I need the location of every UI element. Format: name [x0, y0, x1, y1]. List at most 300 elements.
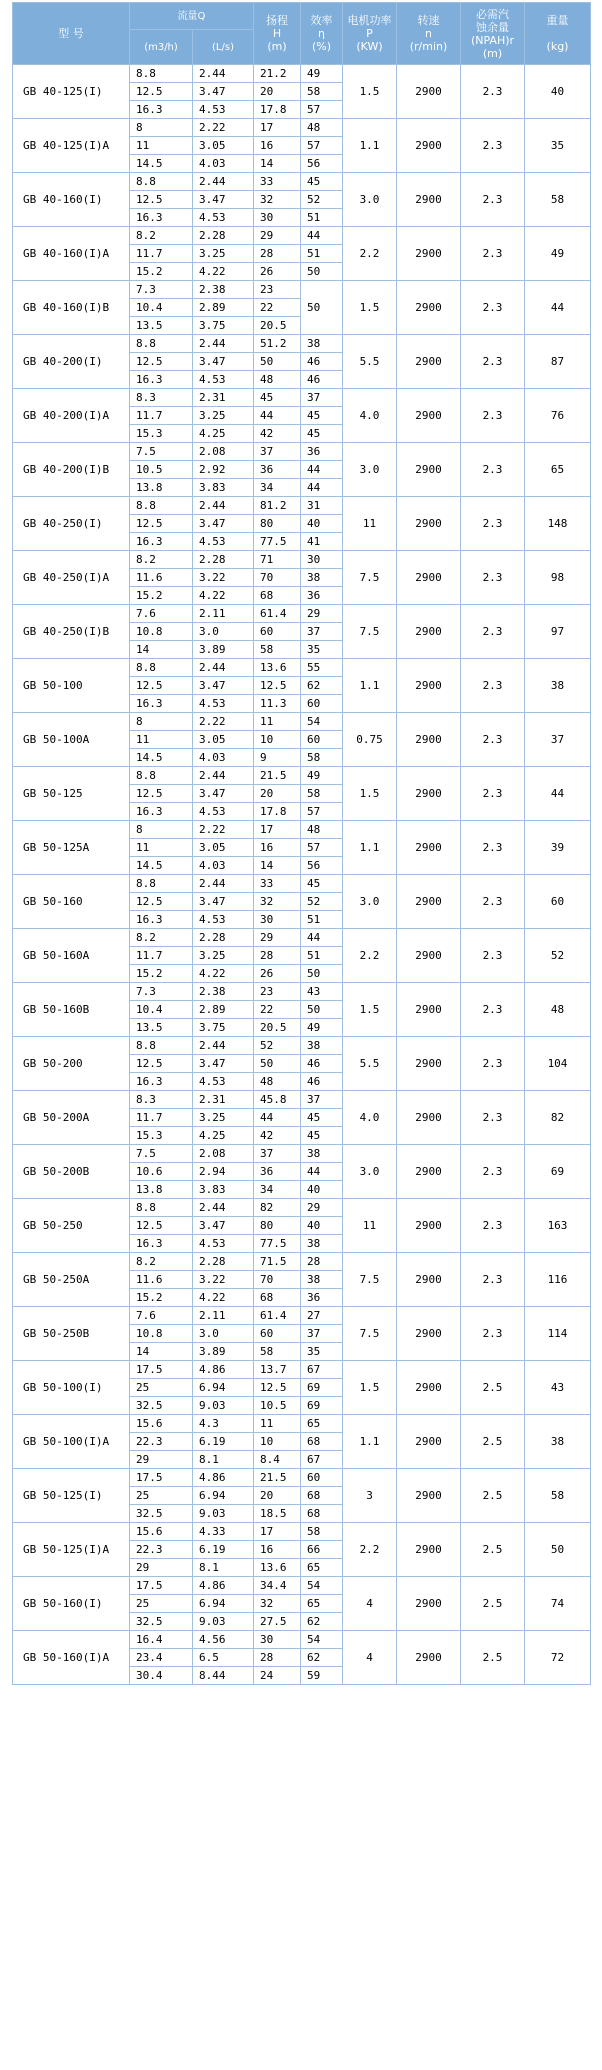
efficiency-cell: 58: [301, 1523, 343, 1541]
npsh-cell: 2.3: [461, 1091, 525, 1145]
efficiency-cell: 36: [301, 1289, 343, 1307]
flow-ls-cell: 4.22: [193, 965, 254, 983]
power-cell: 3.0: [343, 173, 397, 227]
efficiency-cell: 52: [301, 191, 343, 209]
flow-ls-cell: 6.94: [193, 1595, 254, 1613]
flow-m3h-cell: 11.7: [130, 407, 193, 425]
efficiency-cell: 52: [301, 893, 343, 911]
flow-m3h-cell: 12.5: [130, 677, 193, 695]
table-row: [13, 281, 591, 299]
flow-ls-cell: 8.1: [193, 1451, 254, 1469]
head-cell: 50: [254, 353, 301, 371]
flow-m3h-cell: 15.3: [130, 1127, 193, 1145]
flow-m3h-cell: 22.3: [130, 1541, 193, 1559]
model-cell: GB 40-250(I): [13, 497, 130, 551]
flow-ls-cell: 4.22: [193, 587, 254, 605]
model-cell: GB 50-100: [13, 659, 130, 713]
table-row: [13, 1091, 591, 1109]
model-cell: GB 50-160(I)A: [13, 1631, 130, 1685]
efficiency-cell: 69: [301, 1379, 343, 1397]
head-cell: 77.5: [254, 533, 301, 551]
table-row: [13, 659, 591, 677]
flow-m3h-cell: 13.8: [130, 479, 193, 497]
head-cell: 17: [254, 1523, 301, 1541]
power-cell: 7.5: [343, 1253, 397, 1307]
flow-ls-cell: 4.53: [193, 533, 254, 551]
efficiency-cell: 65: [301, 1559, 343, 1577]
efficiency-cell: 69: [301, 1397, 343, 1415]
power-header: 电机功率 P (KW): [343, 3, 397, 65]
weight-cell: 44: [525, 281, 591, 335]
speed-cell: 2900: [397, 821, 461, 875]
efficiency-cell: 45: [301, 425, 343, 443]
efficiency-cell: 38: [301, 1037, 343, 1055]
head-cell: 21.5: [254, 1469, 301, 1487]
model-cell: GB 50-125(I): [13, 1469, 130, 1523]
efficiency-cell: 45: [301, 173, 343, 191]
weight-cell: 43: [525, 1361, 591, 1415]
npsh-cell: 2.3: [461, 983, 525, 1037]
flow-ls-cell: 3.22: [193, 1271, 254, 1289]
model-cell: GB 50-200A: [13, 1091, 130, 1145]
head-cell: 16: [254, 1541, 301, 1559]
npsh-cell: 2.5: [461, 1415, 525, 1469]
table-row: [13, 713, 591, 731]
flow-m3h-cell: 8.2: [130, 1253, 193, 1271]
efficiency-cell: 57: [301, 839, 343, 857]
head-cell: 71.5: [254, 1253, 301, 1271]
head-cell: 21.5: [254, 767, 301, 785]
flow-ls-cell: 2.44: [193, 497, 254, 515]
head-cell: 48: [254, 371, 301, 389]
speed-cell: 2900: [397, 1145, 461, 1199]
efficiency-cell: 68: [301, 1487, 343, 1505]
npsh-cell: 2.3: [461, 335, 525, 389]
flow-m3h-cell: 12.5: [130, 83, 193, 101]
head-cell: 17: [254, 821, 301, 839]
flow-ls-cell: 3.05: [193, 137, 254, 155]
flow-m3h-cell: 17.5: [130, 1361, 193, 1379]
head-cell: 51.2: [254, 335, 301, 353]
flow-ls-cell: 6.5: [193, 1649, 254, 1667]
speed-cell: 2900: [397, 443, 461, 497]
head-cell: 13.7: [254, 1361, 301, 1379]
efficiency-cell: 51: [301, 947, 343, 965]
speed-cell: 2900: [397, 929, 461, 983]
weight-cell: 104: [525, 1037, 591, 1091]
npsh-cell: 2.3: [461, 497, 525, 551]
efficiency-cell: 51: [301, 245, 343, 263]
efficiency-cell: 40: [301, 1217, 343, 1235]
power-cell: 7.5: [343, 1307, 397, 1361]
efficiency-cell: 35: [301, 1343, 343, 1361]
speed-cell: 2900: [397, 659, 461, 713]
efficiency-cell: 50: [301, 281, 343, 335]
npsh-header: 必需汽 蚀余量 (NPAH)r (m): [461, 3, 525, 65]
speed-cell: 2900: [397, 1091, 461, 1145]
flow-ls-cell: 3.25: [193, 407, 254, 425]
power-cell: 4: [343, 1631, 397, 1685]
table-row: [13, 1307, 591, 1325]
efficiency-cell: 30: [301, 551, 343, 569]
flow-m3h-cell: 8.2: [130, 551, 193, 569]
flow-m3h-cell: 16.4: [130, 1631, 193, 1649]
weight-cell: 116: [525, 1253, 591, 1307]
flow-m3h-cell: 29: [130, 1559, 193, 1577]
flow-ls-cell: 3.05: [193, 731, 254, 749]
flow-m3h-cell: 11: [130, 137, 193, 155]
flow-ls-cell: 2.89: [193, 1001, 254, 1019]
head-cell: 44: [254, 1109, 301, 1127]
efficiency-cell: 60: [301, 1469, 343, 1487]
efficiency-cell: 60: [301, 731, 343, 749]
flow-ls-cell: 2.31: [193, 389, 254, 407]
efficiency-cell: 38: [301, 1271, 343, 1289]
flow-m3h-cell: 16.3: [130, 371, 193, 389]
flow-ls-cell: 3.47: [193, 785, 254, 803]
flow-ls-cell: 3.47: [193, 1217, 254, 1235]
flow-ls-cell: 4.86: [193, 1577, 254, 1595]
power-cell: 1.5: [343, 767, 397, 821]
model-cell: GB 50-160B: [13, 983, 130, 1037]
flow-m3h-cell: 32.5: [130, 1505, 193, 1523]
table-row: [13, 875, 591, 893]
npsh-cell: 2.3: [461, 1037, 525, 1091]
flow-m3h-cell: 8: [130, 713, 193, 731]
flow-m3h-cell: 11: [130, 839, 193, 857]
head-cell: 71: [254, 551, 301, 569]
head-cell: 80: [254, 515, 301, 533]
head-cell: 28: [254, 245, 301, 263]
flow-m3h-cell: 17.5: [130, 1577, 193, 1595]
flow-m3h-cell: 8.8: [130, 1037, 193, 1055]
flow-ls-cell: 4.53: [193, 209, 254, 227]
efficiency-cell: 29: [301, 1199, 343, 1217]
flow-ls-cell: 2.22: [193, 713, 254, 731]
flow-ls-cell: 3.05: [193, 839, 254, 857]
npsh-cell: 2.3: [461, 767, 525, 821]
flow-m3h-cell: 11.7: [130, 947, 193, 965]
npsh-cell: 2.3: [461, 1145, 525, 1199]
efficiency-cell: 27: [301, 1307, 343, 1325]
flow-m3h-cell: 8: [130, 119, 193, 137]
model-cell: GB 40-160(I): [13, 173, 130, 227]
flow-ls-cell: 2.44: [193, 875, 254, 893]
npsh-cell: 2.3: [461, 605, 525, 659]
efficiency-cell: 67: [301, 1451, 343, 1469]
flow-ls-cell: 3.47: [193, 515, 254, 533]
flow-m3h-cell: 8.2: [130, 227, 193, 245]
head-cell: 82: [254, 1199, 301, 1217]
flow-m3h-cell: 8: [130, 821, 193, 839]
table-row: [13, 1361, 591, 1379]
flow-ls-cell: 4.33: [193, 1523, 254, 1541]
npsh-cell: 2.5: [461, 1469, 525, 1523]
model-cell: GB 50-125A: [13, 821, 130, 875]
head-cell: 61.4: [254, 605, 301, 623]
flow-ls-cell: 6.19: [193, 1541, 254, 1559]
model-header: 型 号: [13, 3, 130, 65]
weight-cell: 98: [525, 551, 591, 605]
head-cell: 60: [254, 623, 301, 641]
speed-cell: 2900: [397, 1631, 461, 1685]
weight-cell: 60: [525, 875, 591, 929]
flow-ls-cell: 4.22: [193, 263, 254, 281]
table-row: [13, 821, 591, 839]
speed-cell: 2900: [397, 1361, 461, 1415]
head-cell: 45: [254, 389, 301, 407]
head-cell: 58: [254, 641, 301, 659]
weight-cell: 114: [525, 1307, 591, 1361]
power-cell: 1.1: [343, 119, 397, 173]
efficiency-cell: 62: [301, 1649, 343, 1667]
head-cell: 33: [254, 173, 301, 191]
flow-ls-cell: 3.89: [193, 641, 254, 659]
model-cell: GB 40-160(I)A: [13, 227, 130, 281]
efficiency-cell: 31: [301, 497, 343, 515]
speed-cell: 2900: [397, 389, 461, 443]
efficiency-cell: 37: [301, 1325, 343, 1343]
npsh-cell: 2.3: [461, 1253, 525, 1307]
head-cell: 24: [254, 1667, 301, 1685]
power-cell: 1.5: [343, 1361, 397, 1415]
npsh-cell: 2.3: [461, 227, 525, 281]
head-cell: 11: [254, 713, 301, 731]
weight-cell: 97: [525, 605, 591, 659]
npsh-cell: 2.3: [461, 929, 525, 983]
table-row: [13, 1253, 591, 1271]
weight-cell: 50: [525, 1523, 591, 1577]
head-cell: 61.4: [254, 1307, 301, 1325]
flow-m3h-cell: 32.5: [130, 1613, 193, 1631]
flow-m3h-cell: 11.7: [130, 245, 193, 263]
weight-cell: 39: [525, 821, 591, 875]
head-cell: 14: [254, 857, 301, 875]
flow-m3h-cell: 8.8: [130, 659, 193, 677]
efficiency-cell: 43: [301, 983, 343, 1001]
efficiency-cell: 58: [301, 83, 343, 101]
flow-ls-cell: 8.44: [193, 1667, 254, 1685]
efficiency-cell: 38: [301, 1145, 343, 1163]
flow-ls-cell: 4.53: [193, 695, 254, 713]
head-cell: 30: [254, 209, 301, 227]
flow-m3h-header: (m3/h): [130, 30, 193, 65]
head-cell: 36: [254, 461, 301, 479]
model-cell: GB 50-250B: [13, 1307, 130, 1361]
table-row: [13, 1199, 591, 1217]
head-cell: 36: [254, 1163, 301, 1181]
head-cell: 42: [254, 425, 301, 443]
head-cell: 20: [254, 83, 301, 101]
flow-m3h-cell: 15.2: [130, 1289, 193, 1307]
head-cell: 16: [254, 137, 301, 155]
head-cell: 32: [254, 893, 301, 911]
flow-m3h-cell: 7.5: [130, 443, 193, 461]
efficiency-cell: 58: [301, 749, 343, 767]
npsh-cell: 2.5: [461, 1523, 525, 1577]
flow-m3h-cell: 8.8: [130, 1199, 193, 1217]
npsh-cell: 2.3: [461, 1307, 525, 1361]
speed-cell: 2900: [397, 713, 461, 767]
speed-cell: 2900: [397, 551, 461, 605]
head-cell: 28: [254, 947, 301, 965]
speed-cell: 2900: [397, 65, 461, 119]
flow-m3h-cell: 7.6: [130, 605, 193, 623]
flow-m3h-cell: 16.3: [130, 803, 193, 821]
efficiency-cell: 45: [301, 875, 343, 893]
flow-ls-cell: 3.75: [193, 1019, 254, 1037]
head-cell: 16: [254, 839, 301, 857]
flow-ls-cell: 9.03: [193, 1505, 254, 1523]
flow-m3h-cell: 16.3: [130, 911, 193, 929]
head-cell: 77.5: [254, 1235, 301, 1253]
power-cell: 3.0: [343, 443, 397, 497]
power-cell: 5.5: [343, 335, 397, 389]
flow-ls-cell: 6.19: [193, 1433, 254, 1451]
speed-cell: 2900: [397, 983, 461, 1037]
flow-m3h-cell: 10.5: [130, 461, 193, 479]
efficiency-cell: 54: [301, 1577, 343, 1595]
efficiency-cell: 59: [301, 1667, 343, 1685]
head-cell: 17.8: [254, 803, 301, 821]
head-cell: 12.5: [254, 1379, 301, 1397]
efficiency-cell: 68: [301, 1433, 343, 1451]
efficiency-cell: 56: [301, 857, 343, 875]
flow-m3h-cell: 14: [130, 1343, 193, 1361]
flow-ls-cell: 2.28: [193, 227, 254, 245]
weight-cell: 74: [525, 1577, 591, 1631]
npsh-cell: 2.3: [461, 389, 525, 443]
efficiency-cell: 44: [301, 929, 343, 947]
efficiency-cell: 46: [301, 1055, 343, 1073]
weight-cell: 52: [525, 929, 591, 983]
efficiency-cell: 35: [301, 641, 343, 659]
flow-m3h-cell: 15.3: [130, 425, 193, 443]
flow-m3h-cell: 12.5: [130, 1217, 193, 1235]
speed-cell: 2900: [397, 281, 461, 335]
flow-ls-cell: 2.22: [193, 119, 254, 137]
npsh-cell: 2.3: [461, 875, 525, 929]
flow-m3h-cell: 25: [130, 1595, 193, 1613]
flow-m3h-cell: 15.2: [130, 965, 193, 983]
head-header: 扬程 H (m): [254, 3, 301, 65]
npsh-cell: 2.3: [461, 1199, 525, 1253]
head-cell: 34: [254, 1181, 301, 1199]
head-cell: 81.2: [254, 497, 301, 515]
flow-ls-cell: 4.25: [193, 1127, 254, 1145]
weight-header: 重量 (kg): [525, 3, 591, 65]
flow-ls-cell: 6.94: [193, 1379, 254, 1397]
efficiency-cell: 51: [301, 209, 343, 227]
flow-m3h-cell: 11.6: [130, 569, 193, 587]
efficiency-cell: 49: [301, 767, 343, 785]
flow-m3h-cell: 8.3: [130, 1091, 193, 1109]
power-cell: 1.5: [343, 65, 397, 119]
weight-cell: 65: [525, 443, 591, 497]
flow-m3h-cell: 29: [130, 1451, 193, 1469]
model-cell: GB 40-200(I): [13, 335, 130, 389]
weight-cell: 35: [525, 119, 591, 173]
efficiency-cell: 37: [301, 389, 343, 407]
weight-cell: 69: [525, 1145, 591, 1199]
efficiency-cell: 44: [301, 1163, 343, 1181]
head-cell: 52: [254, 1037, 301, 1055]
head-cell: 21.2: [254, 65, 301, 83]
head-cell: 17.8: [254, 101, 301, 119]
efficiency-cell: 37: [301, 1091, 343, 1109]
head-cell: 17: [254, 119, 301, 137]
flow-m3h-cell: 15.6: [130, 1415, 193, 1433]
efficiency-cell: 68: [301, 1505, 343, 1523]
efficiency-cell: 40: [301, 1181, 343, 1199]
efficiency-cell: 29: [301, 605, 343, 623]
weight-cell: 76: [525, 389, 591, 443]
efficiency-cell: 45: [301, 1109, 343, 1127]
npsh-cell: 2.5: [461, 1361, 525, 1415]
speed-cell: 2900: [397, 767, 461, 821]
weight-cell: 72: [525, 1631, 591, 1685]
pump-spec-table: [12, 2, 591, 1685]
efficiency-cell: 36: [301, 443, 343, 461]
table-row: [13, 551, 591, 569]
head-cell: 50: [254, 1055, 301, 1073]
table-row: [13, 173, 591, 191]
flow-ls-cell: 2.92: [193, 461, 254, 479]
flow-m3h-cell: 8.8: [130, 173, 193, 191]
model-cell: GB 40-160(I)B: [13, 281, 130, 335]
npsh-cell: 2.3: [461, 443, 525, 497]
model-cell: GB 50-250A: [13, 1253, 130, 1307]
efficiency-cell: 62: [301, 677, 343, 695]
flow-m3h-cell: 12.5: [130, 191, 193, 209]
power-cell: 3.0: [343, 1145, 397, 1199]
power-cell: 11: [343, 497, 397, 551]
speed-cell: 2900: [397, 173, 461, 227]
flow-ls-cell: 4.25: [193, 425, 254, 443]
flow-m3h-cell: 16.3: [130, 533, 193, 551]
flow-m3h-cell: 8.2: [130, 929, 193, 947]
model-cell: GB 50-125(I)A: [13, 1523, 130, 1577]
table-row: [13, 929, 591, 947]
npsh-cell: 2.3: [461, 551, 525, 605]
efficiency-cell: 65: [301, 1415, 343, 1433]
flow-m3h-cell: 17.5: [130, 1469, 193, 1487]
flow-m3h-cell: 22.3: [130, 1433, 193, 1451]
flow-ls-cell: 3.22: [193, 569, 254, 587]
model-cell: GB 50-160: [13, 875, 130, 929]
weight-cell: 48: [525, 983, 591, 1037]
flow-ls-cell: 2.44: [193, 659, 254, 677]
model-cell: GB 40-125(I): [13, 65, 130, 119]
weight-cell: 37: [525, 713, 591, 767]
head-cell: 33: [254, 875, 301, 893]
flow-ls-cell: 3.47: [193, 83, 254, 101]
head-cell: 32: [254, 191, 301, 209]
efficiency-cell: 36: [301, 587, 343, 605]
efficiency-cell: 67: [301, 1361, 343, 1379]
speed-cell: 2900: [397, 1523, 461, 1577]
head-cell: 48: [254, 1073, 301, 1091]
flow-ls-cell: 4.03: [193, 749, 254, 767]
speed-cell: 2900: [397, 1577, 461, 1631]
head-cell: 28: [254, 1649, 301, 1667]
head-cell: 37: [254, 443, 301, 461]
efficiency-cell: 44: [301, 227, 343, 245]
power-cell: 2.2: [343, 929, 397, 983]
head-cell: 8.4: [254, 1451, 301, 1469]
flow-m3h-cell: 23.4: [130, 1649, 193, 1667]
head-cell: 10.5: [254, 1397, 301, 1415]
